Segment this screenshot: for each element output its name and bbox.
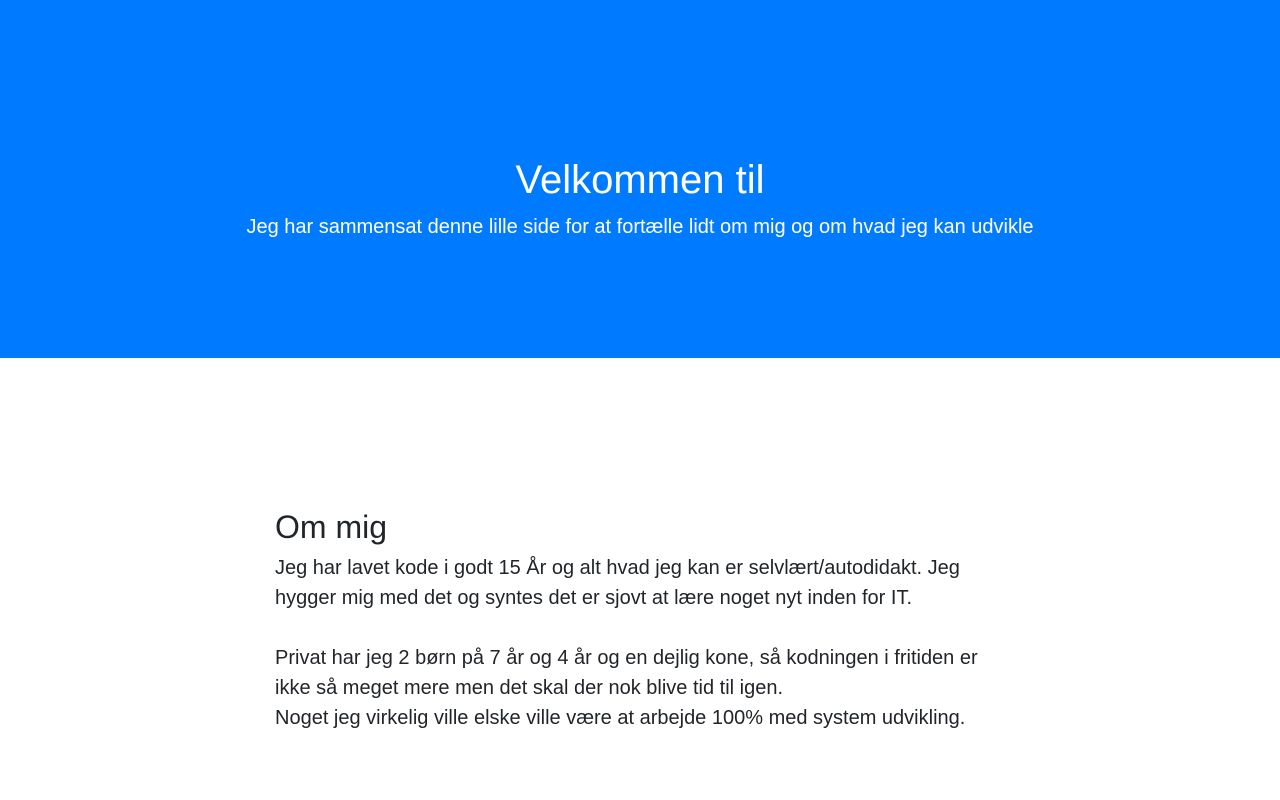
about-heading: Om mig <box>275 509 387 545</box>
paragraph-spacer <box>275 613 1005 643</box>
about-section <box>275 505 1005 733</box>
hero-banner <box>0 0 1280 358</box>
about-paragraph-3: Noget jeg virkelig ville elske ville være at arbejde 100% med system udvikling. <box>275 707 966 729</box>
hero-subtitle: Jeg har sammensat denne lille side for at fortælle lidt om mig og om hvad jeg kan udvikle <box>246 216 1034 238</box>
about-paragraph-2: Privat har jeg 2 børn på 7 år og 4 år og en dejlig kone, så kodningen i fritiden er ikke så meget mere men det skal der nok blive tid til igen. <box>275 647 978 699</box>
about-paragraph-1: Jeg har lavet kode i godt 15 År og alt hvad jeg kan er selvlært/autodidakt. Jeg hygger mig med det og syntes det er sjovt at lære noget nyt inden for IT. <box>275 557 960 609</box>
hero-title: Velkommen til <box>515 158 765 202</box>
